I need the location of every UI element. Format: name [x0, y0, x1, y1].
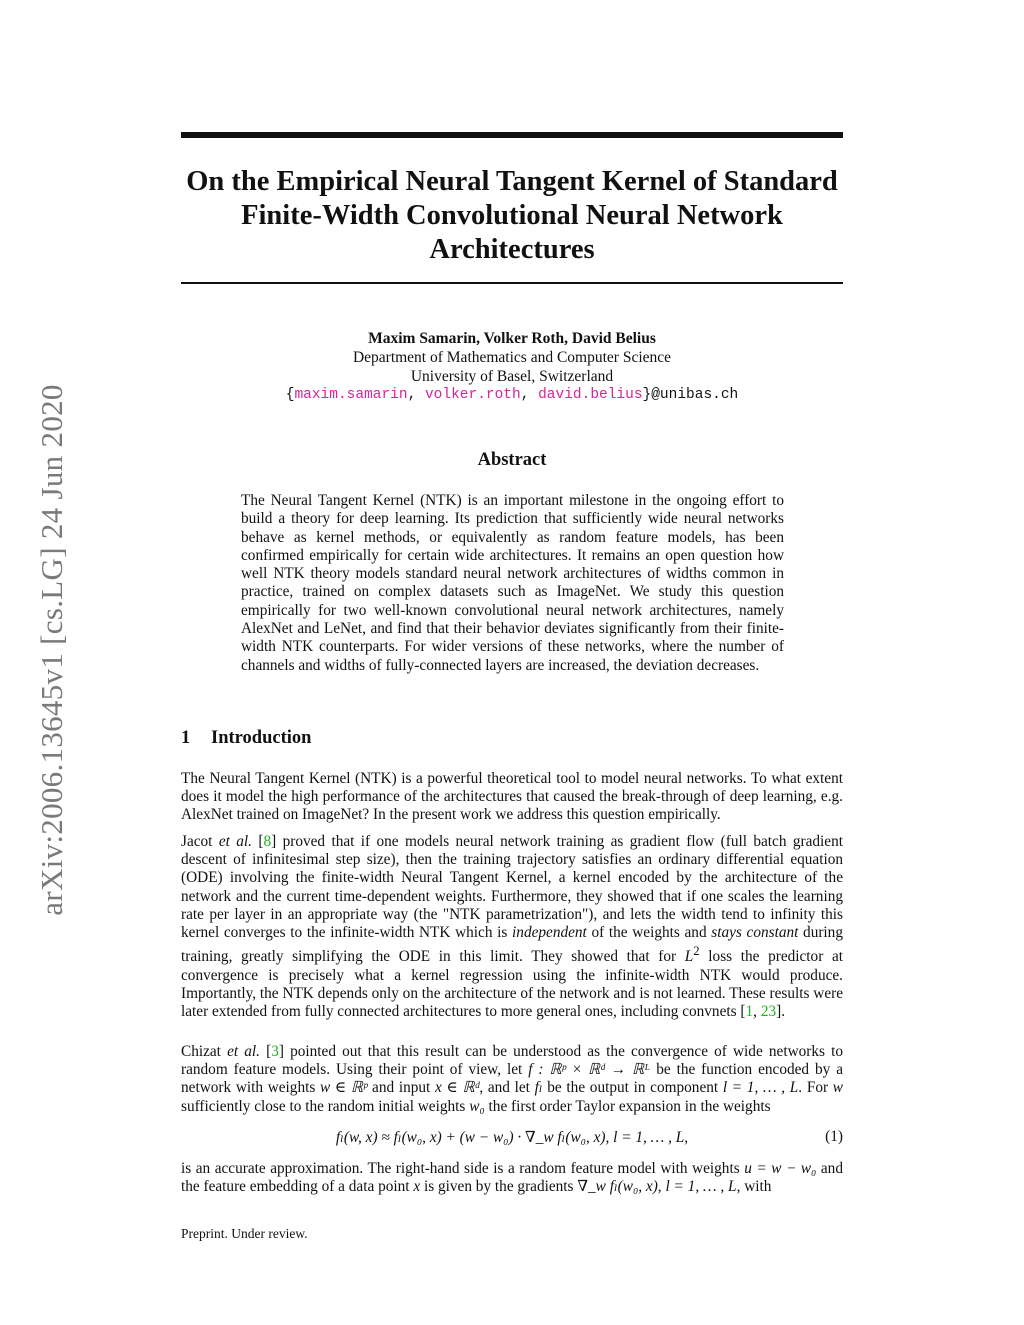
equation-body: fₗ(w, x) ≈ fₗ(w₀, x) + (w − w₀) · ∇_w fₗ(w₀, x), l = 1, … , L,	[335, 1129, 689, 1146]
math-inline: w₀	[469, 1097, 485, 1115]
et-al: et al.	[227, 1043, 260, 1060]
abstract-text: The Neural Tangent Kernel (NTK) is an important milestone in the ongoing effort to build a theory for deep learning. Its prediction that sufficiently wide neural networks behave as kernel methods, or equivalently as random feature models, has been confirmed empirically for certain wide architectures. It remains an open question how well NTK theory models standard neural network architectures of widths common in practice, trained on complex datasets such as ImageNet. We study this question empirically for two well-known convolutional neural network architectures, namely AlexNet and LeNet, and find that their behavior deviates significantly from their finite-width NTK counterparts. For wider versions of these networks, where the number of channels and widths of fully-connected layers are increased, the deviation decreases.	[241, 492, 784, 674]
email-separator: ,	[520, 387, 539, 403]
math-inline: f : ℝᵖ × ℝᵈ → ℝᴸ	[528, 1061, 651, 1079]
math-inline: fₗ	[534, 1079, 543, 1097]
math-inline: x ∈ ℝᵈ	[434, 1079, 480, 1097]
math-inline: ∇_w fₗ(w₀, x), l = 1, … , L	[577, 1178, 737, 1196]
email-link-belius[interactable]: david.belius	[538, 387, 643, 403]
intro-paragraph-2: Jacot et al. [8] proved that if one models neural network training as gradient flow (full batch gradient descent of infinitesimal step size), then the training trajectory satisfies an ordinary differential equation (ODE) involving the finite-width Neural Tangent Kernel, a kernel encoded by the architecture of the network and the current time-dependent weights. Furthermore, they showed that if one scales the learning rate per layer in an appropriate way (the "NTK parametrization"), and lets the width tend to infinity this kernel converges to the infinite-width NTK which is independent of the weights and stays constant during training, greatly simplifying the ODE in this limit. They showed that for $L^2$ loss the predictor at convergence is precisely what a kernel regression using the infinite-width NTK would produce. Importantly, the NTK depends only on the architecture of the network and is not learned. These results were later extended from fully connected architectures to more general ones, including convnets [1, 23].	[181, 833, 843, 1020]
emphasis-text: independent	[512, 924, 587, 942]
abstract-heading: Abstract	[477, 450, 547, 470]
arxiv-identifier: arXiv:2006.13645v1 [cs.LG] 24 Jun 2020	[34, 384, 69, 916]
email-link-samarin[interactable]: maxim.samarin	[294, 387, 408, 403]
email-domain: }@unibas.ch	[642, 387, 739, 403]
author-names: Maxim Samarin, Volker Roth, David Belius	[368, 330, 656, 347]
math-inline: x	[413, 1178, 421, 1196]
math-inline: l = 1, … , L	[722, 1079, 799, 1097]
author-block	[181, 329, 843, 405]
section-number: 1	[181, 728, 191, 748]
math-inline: u = w − w₀	[744, 1160, 817, 1177]
email-link-roth[interactable]: volker.roth	[424, 387, 521, 403]
intro-paragraph-3: Chizat et al. [3] pointed out that this result can be understood as the convergence of wide networks to random feature models. Using their point of view, let f : ℝᵖ × ℝᵈ → ℝᴸ be the function encoded by a network with weights w ∈ ℝᵖ and input x ∈ ℝᵈ, and let fₗ be the output in component l = 1, … , L. For w sufficiently close to the random initial weights w₀ the first order Taylor expansion in the weights	[181, 1043, 843, 1115]
math-l2: L	[684, 948, 694, 966]
citation-link[interactable]: 8	[263, 833, 272, 850]
paper-title	[150, 165, 874, 267]
math-inline: w	[832, 1079, 843, 1097]
et-al: et al.	[218, 833, 252, 850]
intro-paragraph-4: is an accurate approximation. The right-hand side is a random feature model with weights u = w − w₀ and the feature embedding of a data point x is given by the gradients ∇_w fₗ(w₀, x), l = 1, … , L, with	[181, 1160, 843, 1196]
author-department: Department of Mathematics and Computer Science	[352, 349, 672, 366]
title-line-3: Architectures	[429, 234, 595, 265]
title-bottom-rule	[181, 282, 843, 284]
title-line-1: On the Empirical Neural Tangent Kernel of Standard	[186, 166, 838, 197]
math-inline: w ∈ ℝᵖ	[320, 1079, 368, 1097]
title-line-2: Finite-Width Convolutional Neural Network	[241, 200, 783, 231]
section-heading-introduction	[181, 728, 311, 749]
citation-link[interactable]: 23	[760, 1002, 777, 1020]
title-top-rule	[181, 132, 843, 138]
author-university: University of Basel, Switzerland	[410, 368, 614, 385]
intro-paragraph-1: The Neural Tangent Kernel (NTK) is a powerful theoretical tool to model neural networks. To what extent does it model the high performance of the architectures that caused the break-through of deep learning, e.g. AlexNet trained on ImageNet? In the present work we address this question empirically.	[181, 770, 843, 824]
section-title: Introduction	[211, 728, 312, 748]
emphasis-text: stays constant	[711, 924, 799, 942]
author-emails	[181, 386, 843, 405]
preprint-footer: Preprint. Under review.	[181, 1226, 308, 1241]
equation-number: (1)	[825, 1128, 843, 1145]
email-brace-open: {	[285, 387, 295, 403]
citation-link[interactable]: 1	[745, 1002, 754, 1020]
email-separator: ,	[407, 387, 425, 403]
citation-link[interactable]: 3	[271, 1043, 279, 1060]
